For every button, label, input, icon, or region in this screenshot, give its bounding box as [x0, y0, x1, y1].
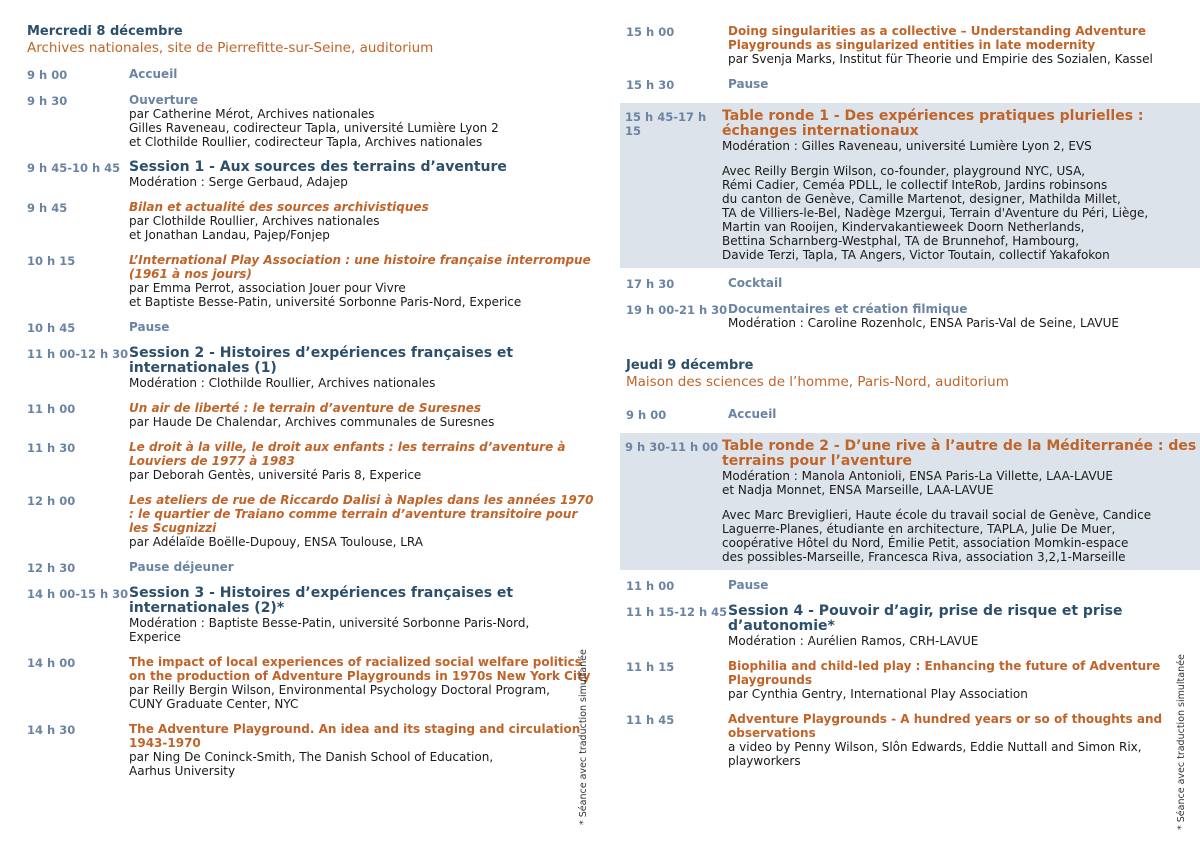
slot-label: Pause [728, 578, 769, 592]
slot-details: par Emma Perrot, association Jouer pour Vivre et Baptiste Besse-Patin, université Sorbonne Paris-Nord, Experice [129, 281, 522, 309]
schedule-slot [27, 93, 600, 149]
slot-time: 10 h 45 [27, 321, 76, 335]
slot-details: par Catherine Mérot, Archives nationales Gilles Raveneau, codirecteur Tapla, université Lumière Lyon 2 et Clothilde Roullier, codirecteur Tapla, Archives nationales [129, 107, 499, 149]
talk-title: The Adventure Playground. An idea and its staging and circulation 1943-1970 [129, 722, 581, 750]
slot-details: Modération : Clothilde Roullier, Archives nationales [129, 376, 436, 390]
schedule-slot [27, 253, 600, 309]
session-title: Session 2 - Histoires d’expériences françaises et internationales (1) [129, 345, 514, 376]
schedule-slot [27, 586, 600, 644]
slot-time: 9 h 30-11 h 00 [625, 440, 719, 454]
slot-details: par Svenja Marks, Institut für Theorie und Empirie des Sozialen, Kassel [728, 52, 1153, 66]
slot-label: Accueil [728, 407, 777, 421]
moderation: Modération : Manola Antonioli, ENSA Paris-La Villette, LAA-LAVUE et Nadja Monnet, ENSA Marseille, LAA-LAVUE [722, 469, 1113, 497]
day-title: Mercredi 8 décembre [27, 24, 183, 39]
round-table-title: Table ronde 2 - D’une rive à l’autre de la Méditerranée : des terrains pour l’aventure [722, 438, 1197, 469]
schedule-slot [27, 320, 600, 335]
slot-label: Pause [129, 320, 170, 334]
round-table-1 [620, 103, 1200, 268]
slot-details: par Cynthia Gentry, International Play Association [728, 687, 1028, 701]
slot-details: par Ning De Coninck-Smith, The Danish School of Education, Aarhus University [129, 750, 494, 778]
slot-time: 11 h 00 [27, 402, 76, 416]
schedule-slot [626, 24, 1200, 66]
right-schedule-a [620, 24, 1200, 92]
slot-time: 11 h 30 [27, 441, 76, 455]
slot-details: par Adélaïde Boëlle-Dupouy, ENSA Toulouse, LRA [129, 535, 423, 549]
schedule-slot [27, 401, 600, 429]
participants: Avec Marc Breviglieri, Haute école du travail social de Genève, Candice Laguerre-Planes, étudiante en architecture, TAPLA, Julie De Muer, coopérative Hôtel du Nord, Émilie Petit, association Momkin-espace des possibles-Marseille, Francesca Riva, association 3,2,1-Marseille [722, 508, 1152, 564]
slot-time: 19 h 00-21 h 30 [626, 303, 728, 317]
schedule-slot [27, 67, 600, 82]
slot-time: 14 h 30 [27, 723, 76, 737]
talk-title: Adventure Playgrounds - A hundred years or so of thoughts and observations [728, 712, 1163, 740]
schedule-slot [27, 655, 600, 711]
slot-details: par Reilly Bergin Wilson, Environmental Psychology Doctoral Program, CUNY Graduate Center, NYC [129, 683, 550, 711]
schedule-slot [626, 712, 1200, 768]
slot-time: 14 h 00 [27, 656, 76, 670]
day-venue: Archives nationales, site de Pierrefitte-sur-Seine, auditorium [27, 40, 434, 56]
slot-details: par Clothilde Roullier, Archives nationales et Jonathan Landau, Pajep/Fonjep [129, 214, 380, 242]
slot-time: 11 h 00 [626, 579, 675, 593]
slot-details: Modération : Caroline Rozenholc, ENSA Paris-Val de Seine, LAVUE [728, 316, 1119, 330]
slot-label: Pause déjeuner [129, 560, 234, 574]
participants: Avec Reilly Bergin Wilson, co-founder, playground NYC, USA, Rémi Cadier, Ceméa PDLL, le collectif InteRob, Jardins robinsons du canton de Genève, Camille Martenot, designer, Mathilda Millet, TA de Villiers-le-Bel, Nadège Mzergui, Terrain d'Aventure du Péri, Liège, Martin van Rooijen, Kindervakantieweek Doorn Netherlands, Bettina Scharnberg-Westphal, TA de Brunnehof, Hambourg, Davide Terzi, Tapla, TA Angers, Victor Toutain, collectif Yakafokon [722, 164, 1149, 262]
slot-time: 11 h 00-12 h 30 [27, 347, 129, 361]
talk-title: Biophilia and child-led play : Enhancing the future of Adventure Playgrounds [728, 659, 1161, 687]
schedule-slot [27, 200, 600, 242]
slot-time: 9 h 00 [27, 68, 68, 82]
slot-time: 15 h 00 [626, 25, 675, 39]
talk-title: Doing singularities as a collective – Understanding Adventure Playgrounds as singularized entities in late modernity [728, 24, 1146, 52]
footnote-simultaneous-translation: * Séance avec traduction simultanée [1176, 654, 1187, 830]
left-column [0, 0, 600, 789]
day-title: Jeudi 9 décembre [626, 358, 754, 373]
round-table-title: Table ronde 1 - Des expériences pratiques plurielles : échanges internationaux [722, 108, 1144, 139]
right-schedule-d [620, 578, 1200, 768]
slot-label: Accueil [129, 67, 178, 81]
slot-time: 12 h 00 [27, 494, 76, 508]
talk-title: Le droit à la ville, le droit aux enfants : les terrains d’aventure à Louviers de 1977 à 1983 [129, 440, 566, 468]
slot-label: Documentaires et création filmique [728, 302, 968, 316]
slot-label: Ouverture [129, 93, 198, 107]
schedule-slot [27, 346, 600, 390]
day-venue: Maison des sciences de l’homme, Paris-Nord, auditorium [626, 374, 1009, 390]
slot-details: Modération : Baptiste Besse-Patin, université Sorbonne Paris-Nord, Experice [129, 616, 530, 644]
slot-time: 11 h 15 [626, 660, 675, 674]
slot-label: Cocktail [728, 276, 783, 290]
schedule-slot [626, 659, 1200, 701]
slot-time: 9 h 45 [27, 201, 68, 215]
right-column [620, 0, 1200, 779]
schedule-slot [626, 604, 1200, 648]
slot-time: 9 h 30 [27, 94, 68, 108]
session-title: Session 1 - Aux sources des terrains d’aventure [129, 159, 507, 175]
slot-time: 9 h 45-10 h 45 [27, 161, 121, 175]
slot-time: 9 h 00 [626, 408, 667, 422]
slot-time: 15 h 30 [626, 78, 675, 92]
schedule-slot [27, 560, 600, 575]
slot-details: a video by Penny Wilson, Slôn Edwards, Eddie Nuttall and Simon Rix, playworkers [728, 740, 1142, 768]
schedule-slot [626, 276, 1200, 291]
round-table-2 [620, 433, 1200, 570]
talk-title: Les ateliers de rue de Riccardo Dalisi à Naples dans les années 1970 : le quartier de Traiano comme terrain d’aventure transitoire pour les Scugnizzi [129, 493, 594, 535]
slot-label: Pause [728, 77, 769, 91]
talk-title: The impact of local experiences of racialized social welfare politics on the production of Adventure Playgrounds in 1970s New York City [129, 655, 591, 683]
talk-title: Bilan et actualité des sources archivistiques [129, 200, 429, 214]
footnote-simultaneous-translation: * Séance avec traduction simultanée [578, 649, 589, 825]
right-schedule-b [620, 276, 1200, 330]
session-title: Session 4 - Pouvoir d’agir, prise de risque et prise d’autonomie* [728, 603, 1123, 634]
slot-time: 14 h 00-15 h 30 [27, 587, 129, 601]
schedule-slot [626, 302, 1200, 330]
session-title: Session 3 - Histoires d’expériences françaises et internationales (2)* [129, 585, 514, 616]
day-header-wednesday [27, 24, 600, 57]
slot-time: 11 h 45 [626, 713, 675, 727]
schedule-slot [626, 77, 1200, 92]
slot-time: 15 h 45-17 h 15 [625, 110, 707, 138]
slot-time: 17 h 30 [626, 277, 675, 291]
right-schedule-c [620, 407, 1200, 422]
talk-title: L’International Play Association : une histoire française interrompue (1961 à nos jours) [129, 253, 591, 281]
schedule-slot [27, 160, 600, 189]
slot-time: 10 h 15 [27, 254, 76, 268]
moderation: Modération : Gilles Raveneau, université Lumière Lyon 2, EVS [722, 139, 1092, 153]
slot-details: Modération : Serge Gerbaud, Adajep [129, 175, 348, 189]
schedule-slot [27, 493, 600, 549]
schedule-slot [626, 407, 1200, 422]
slot-time: 11 h 15-12 h 45 [626, 605, 728, 619]
left-schedule [27, 67, 600, 778]
schedule-slot [27, 722, 600, 778]
day-header-thursday [620, 358, 1200, 391]
schedule-slot [626, 578, 1200, 593]
slot-details: par Deborah Gentès, université Paris 8, Experice [129, 468, 422, 482]
schedule-slot [27, 440, 600, 482]
slot-time: 12 h 30 [27, 561, 76, 575]
talk-title: Un air de liberté : le terrain d’aventure de Suresnes [129, 401, 482, 415]
slot-details: par Haude De Chalendar, Archives communales de Suresnes [129, 415, 495, 429]
slot-details: Modération : Aurélien Ramos, CRH-LAVUE [728, 634, 979, 648]
